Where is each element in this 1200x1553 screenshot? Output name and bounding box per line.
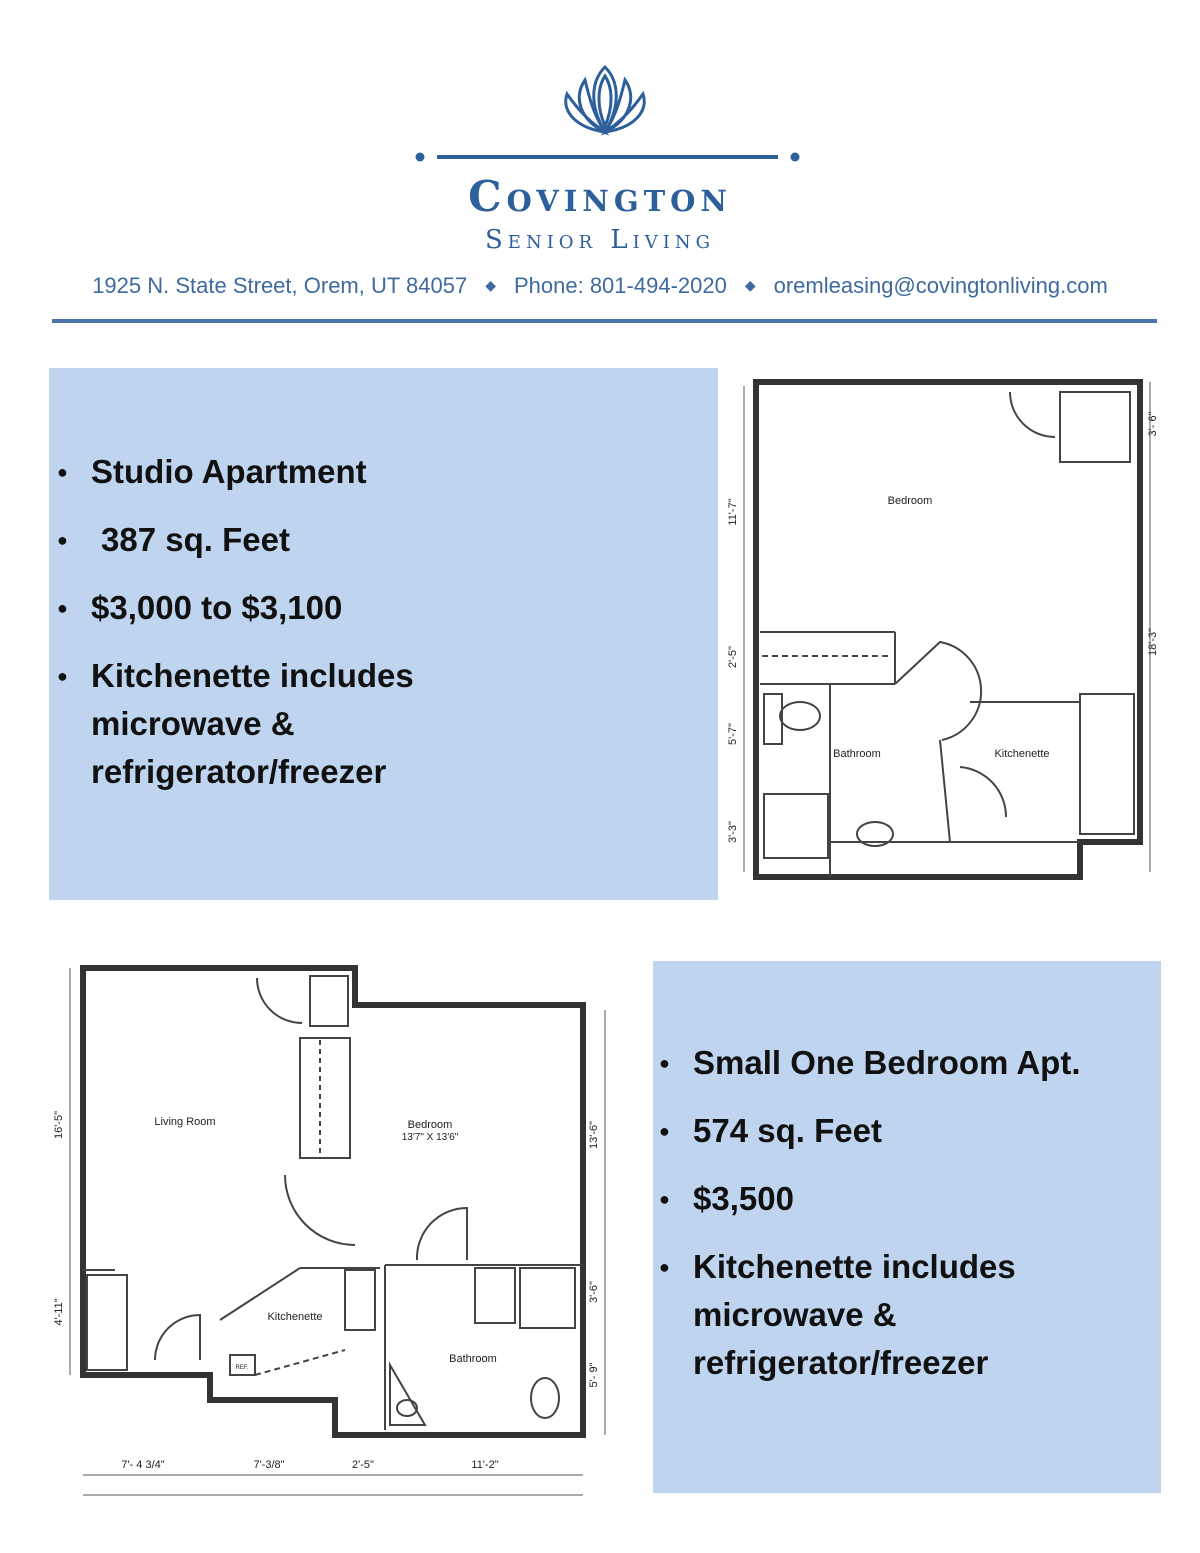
diamond-icon: ◆ — [485, 277, 496, 293]
studio-floor-plan — [720, 372, 1170, 887]
dimension-label: 3'-6" — [588, 1281, 600, 1303]
room-label: Kitchenette — [994, 748, 1050, 760]
dimension-label: 16'-5" — [53, 1110, 65, 1140]
dimension-label: 3'-3" — [727, 821, 739, 843]
dimension-label: 3'- 6" — [1147, 411, 1159, 437]
dimension-label: 11'-2" — [471, 1459, 499, 1471]
email-link[interactable]: oremleasing@covingtonliving.com — [773, 273, 1108, 298]
list-item: ● Kitchenette includes microwave & refrigerator/freezer — [57, 652, 471, 796]
list-item: ● $3,000 to $3,100 — [57, 584, 707, 632]
phone: Phone: 801-494-2020 — [513, 273, 727, 298]
room-label: Bedroom — [407, 1119, 453, 1131]
studio-feature-list — [57, 448, 707, 816]
lotus-icon — [555, 62, 655, 137]
logo-divider — [415, 148, 800, 166]
bullet-icon: ● — [659, 1121, 670, 1141]
one-bedroom-floor-plan — [45, 950, 630, 1505]
one-bedroom-info-panel — [653, 961, 1161, 1493]
dimension-label: 2'-5" — [727, 646, 739, 668]
studio-info-panel — [49, 368, 718, 900]
bullet-icon: ● — [659, 1257, 670, 1277]
bullet-icon: ● — [57, 666, 68, 686]
bullet-icon: ● — [57, 530, 68, 550]
dimension-label: 13'-6" — [588, 1120, 600, 1150]
bullet-icon: ● — [659, 1189, 670, 1209]
header-divider — [52, 319, 1157, 323]
dimension-label: 5'- 9" — [588, 1362, 600, 1388]
list-item: ● $3,500 — [659, 1175, 1154, 1223]
address: 1925 N. State Street, Orem, UT 84057 — [92, 273, 468, 298]
dimension-label: 18'-3" — [1147, 627, 1159, 657]
appliance-label: REF. — [235, 1365, 249, 1371]
one-bedroom-feature-list — [659, 1039, 1154, 1407]
bullet-icon: ● — [57, 462, 68, 482]
list-item: ● 387 sq. Feet — [57, 516, 707, 564]
room-label: Bedroom — [887, 495, 933, 507]
brand-subtitle: Senior Living — [485, 225, 715, 255]
list-item: ● Kitchenette includes microwave & refrigerator/freezer — [659, 1243, 1073, 1387]
brand-name: Covington — [468, 172, 732, 221]
contact-line — [50, 273, 1150, 299]
dimension-label: 4'-11" — [53, 1298, 65, 1326]
diamond-icon: ◆ — [744, 277, 756, 293]
dimension-label: 11'-7" — [727, 498, 739, 526]
list-item: ● Small One Bedroom Apt. — [659, 1039, 1154, 1087]
bullet-icon: ● — [659, 1053, 670, 1073]
dimension-label: 2'-5" — [352, 1459, 374, 1471]
dimension-label: 7'-3/8" — [253, 1459, 285, 1471]
room-label: Bathroom — [833, 748, 881, 760]
dimension-label: 7'- 4 3/4" — [121, 1459, 165, 1471]
room-label: Kitchenette — [267, 1311, 323, 1323]
room-size-label: 13'7" X 13'6" — [401, 1132, 459, 1143]
dimension-label: 5'-7" — [727, 723, 739, 745]
bullet-icon: ● — [57, 598, 68, 618]
list-item: ● Studio Apartment — [57, 448, 707, 496]
room-label: Living Room — [154, 1116, 216, 1128]
list-item: ● 574 sq. Feet — [659, 1107, 1154, 1155]
room-label: Bathroom — [449, 1353, 497, 1365]
